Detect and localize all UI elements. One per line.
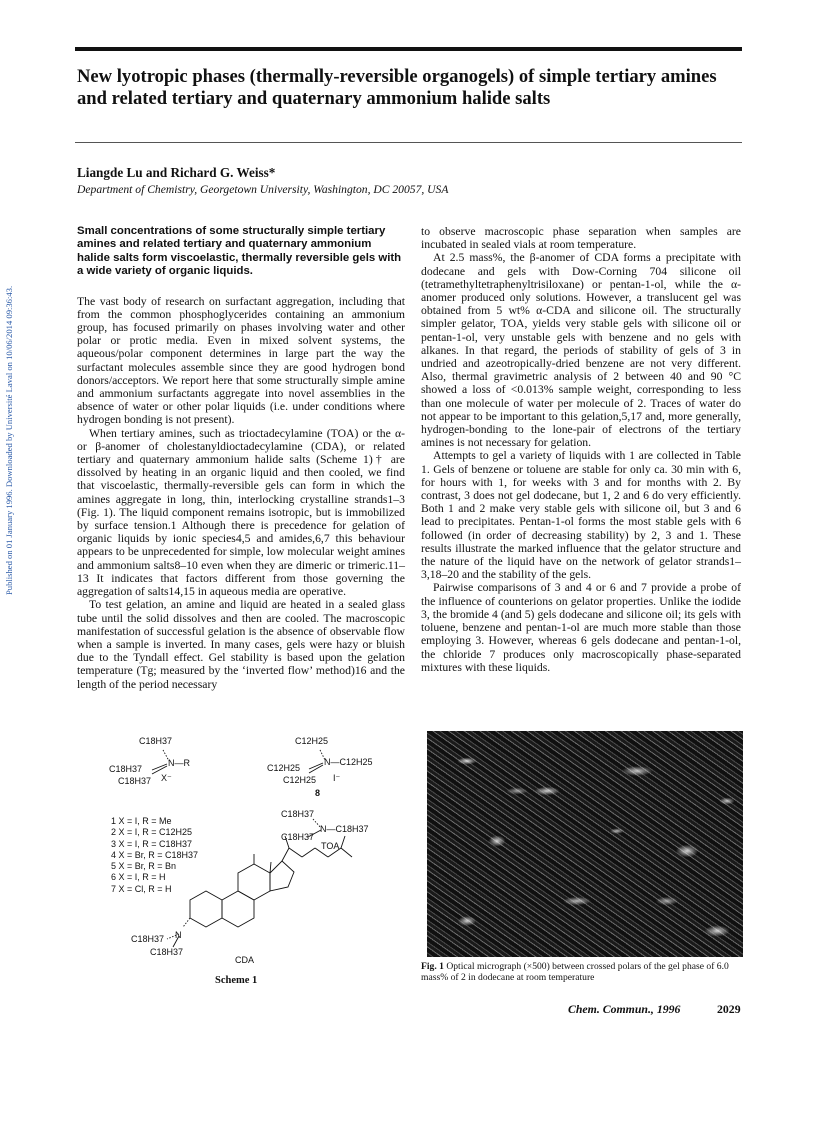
scheme-caption: Scheme 1 [215, 975, 258, 986]
right-column [421, 225, 741, 674]
compound-8-label: 8 [315, 788, 321, 798]
download-note: Published on 01 January 1996. Downloaded by Université Laval on 10/06/2014 09:36:43. [4, 285, 14, 595]
cda-label: CDA [235, 955, 255, 965]
chain-label: C12H25 [283, 775, 317, 785]
paragraph: to observe macroscopic phase separation when samples are incubated in sealed vials at room temperature. [421, 225, 741, 252]
compound-item: 3 X = I, R = C18H37 [111, 838, 193, 849]
nitrogen-label: N—C18H37 [320, 824, 369, 834]
top-rule [75, 47, 742, 51]
page-number: 2029 [717, 1002, 741, 1016]
paragraph: The vast body of research on surfactant aggregation, including that from the common phosphoglycerides containing an ammonium group, has focused primarily on phases involving water and other polar or protic media. Even in mixed solvent systems, the aqueous/polar component determines in large part the way the surfactant molecules assemble since they are good hydrogen bond donors/acceptors. We report here that some structurally simple amine and ammonium surfactants aggregate into novel assemblies in the absence of water or other polar liquids (i.e. under conditions where hydrogen bonding is not present). [77, 294, 405, 427]
nitrogen-label: N [175, 930, 182, 940]
paragraph: At 2.5 mass%, the β-anomer of CDA forms a precipitate with dodecane and gels with Dow-Corning 704 silicone oil (tetramethyltetraphenyltrisiloxane) or pentan-1-ol, while the α-anomer produced only solutions. However, a translucent gel was obtained from 5 wt% α-CDA and silicone oil. The structurally simpler gelator, TOA, yields very stable gels with silicone oil or pentan-1-ol, very unstable gels with benzene and no gels with alkanes. In that regard, the periods of stability of gels of 3 in undried and azeotropically-dried benzene are not very different. Also, thermal gravimetric analysis of 2 between 40 and 90 °C showed a loss of <0.013% sample weight, corresponding to less than one molecule of water per molecule of 2. Traces of water do not appear to be important to this gelation,5,17 and, more generally, hydrogen-bonding to the lone-pair of electrons of the tertiary amines is not necessary for gelation. [421, 251, 741, 450]
journal-citation: Chem. Commun., 1996 [568, 1002, 681, 1016]
chain-label: C18H37 [109, 764, 143, 774]
chain-label: C18H37 [281, 809, 315, 819]
paragraph: Attempts to gel a variety of liquids with 1 are collected in Table 1. Gels of benzene or toluene are stable for only ca. 30 min with 6, for hours with 1, for weeks with 3 and for months with 2. By contrast, 3 does not gel dodecane, but 1, 2 and 6 do very efficiently. Both 1 and 2 make very stable gels with silicone oil, but 3 and 6 lead to precipitates. Pentan-1-ol forms the most stable gels with 6 followed (in order of decreasing stability) by 2, 3 and 1. These results illustrate the marked influence that the gelator structure and the nature of the liquid have on the network of gelator strands1–3,18–20 and the stability of the gels. [421, 449, 741, 582]
paragraph: When tertiary amines, such as trioctadecylamine (TOA) or the α- or β-anomer of cholestanyldioctadecylamine (CDA), or related tertiary and quaternary ammonium halide salts (Scheme 1)† are dissolved by heating in an organic liquid and then cooled, we find that viscoelastic, thermally-reversible gels can form in which the amines aggregate in long, thin, interlocking crystalline strands1–3 (Fig. 1). The liquid component remains isotropic, but is immobilized by surface tension.1 Although there is precedence for gelation of organic liquids by ionic species4,5 and amides,6,7 this behaviour appears to be unprecedented for simple, low molecular weight amines and ammonium salts8–10 even when they are dimeric or trimeric.11–13 It indicates that factors different from those governing the aggregation of salts14,15 in aqueous media are operative. [77, 426, 405, 599]
title-divider [75, 142, 742, 143]
compound-item: 2 X = I, R = C12H25 [111, 827, 193, 838]
compound-item: 1 X = I, R = Me [111, 816, 172, 826]
anion-label: X⁻ [161, 773, 172, 783]
compound-item: 5 X = Br, R = Bn [111, 861, 177, 872]
article-title: New lyotropic phases (thermally-reversible organogels) of simple tertiary amines and related tertiary and quaternary ammonium halide salts [77, 66, 717, 109]
figure-label: Fig. 1 [421, 961, 444, 972]
chain-label: C12H25 [267, 763, 301, 773]
chain-label: C18H37 [139, 736, 173, 746]
compound-item: 4 X = Br, R = C18H37 [111, 849, 199, 860]
figure-caption-text: Optical micrograph (×500) between crossed polars of the gel phase of 6.0 mass% of 2 in dodecane at room temperature [421, 961, 729, 984]
left-column [77, 225, 405, 691]
chain-label: C18H37 [131, 934, 165, 944]
paragraph: To test gelation, an amine and liquid are heated in a sealed glass tube until the solid dissolves and then are cooled. The macroscopic manifestation of successful gelation is the absence of observable flow when a sample is inverted. In many cases, gels were hazy or bluish due to the Tyndall effect. Gel stability is based upon the gelation temperature (Tg; measured by the ‘inverted flow’ method)16 and the length of the period necessary [77, 598, 405, 691]
abstract: Small concentrations of some structurally simple tertiary amines and related tertiary and quaternary ammonium halide salts form viscoelastic, thermally reversible gels with a wide variety of organic liquids. [77, 225, 402, 278]
scheme-1 [95, 733, 405, 988]
compound-item: 6 X = I, R = H [111, 872, 166, 883]
compound-list [111, 816, 198, 895]
chain-label: C18H37 [118, 776, 152, 786]
anion-label: I⁻ [333, 773, 341, 783]
affiliation: Department of Chemistry, Georgetown University, Washington, DC 20057, USA [77, 183, 449, 196]
nitrogen-label: N—R [168, 758, 190, 768]
chain-label: C18H37 [281, 832, 315, 842]
compound-item: 7 X = Cl, R = H [111, 883, 172, 894]
authors: Liangde Lu and Richard G. Weiss* [77, 165, 276, 180]
chain-label: C18H37 [150, 947, 184, 957]
toa-label: TOA [321, 841, 340, 851]
optical-micrograph-image [427, 731, 743, 957]
figure-caption [421, 961, 743, 984]
nitrogen-label: N—C12H25 [324, 757, 373, 767]
chain-label: C12H25 [295, 736, 329, 746]
paragraph: Pairwise comparisons of 3 and 4 or 6 and 7 provide a probe of the influence of counterions on gelator properties. Unlike the iodide 3, the bromide 4 (and 5) gels dodecane and silicone oil; its gels with toluene, benzene and pentan-1-ol are much more stable than those employing 3. However, whereas 6 gels dodecane and pentan-1-ol, the chloride 7 produces only macroscopically phase-separated mixtures with these liquids. [421, 581, 741, 674]
